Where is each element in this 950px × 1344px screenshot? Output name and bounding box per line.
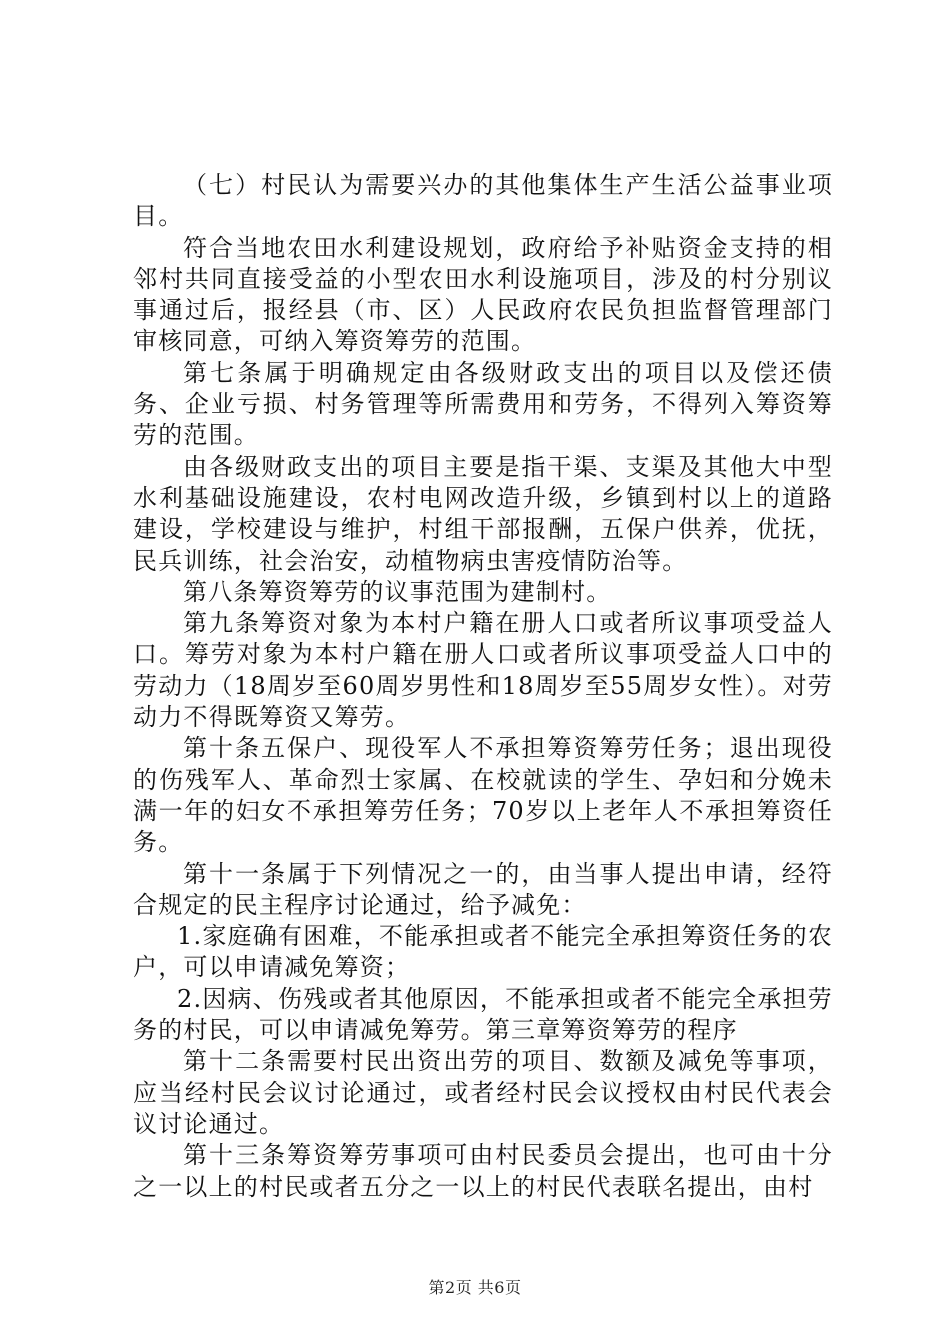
paragraph-article-8: 第八条筹资筹劳的议事范围为建制村。 — [183, 577, 612, 606]
paragraph-article-13: 第十三条筹资筹劳事项可由村民委员会提出，也可由十分之一以上的村民或者五分之一以上的村民代表联名提出，由村 — [133, 1141, 833, 1201]
document-body — [133, 170, 833, 1203]
paragraph-item-seven: （七）村民认为需要兴办的其他集体生产生活公益事业项目。 — [133, 171, 833, 231]
paragraph-article-11: 第十一条属于下列情况之一的，由当事人提出申请，经符合规定的民主程序讨论通过，给予减免： — [133, 859, 833, 919]
paragraph-article-12: 第十二条需要村民出资出劳的项目、数额及减免等事项，应当经村民会议讨论通过，或者经村民会议授权由村民代表会议讨论通过。 — [133, 1047, 833, 1138]
paragraph-irrigation-projects: 符合当地农田水利建设规划，政府给予补贴资金支持的相邻村共同直接受益的小型农田水利设施项目，涉及的村分别议事通过后，报经县（市、区）人民政府农民负担监督管理部门审核同意，可纳入筹资筹劳的范围。 — [133, 233, 833, 356]
paragraph-article-7: 第七条属于明确规定由各级财政支出的项目以及偿还债务、企业亏损、村务管理等所需费用和劳务，不得列入筹资筹劳的范围。 — [133, 358, 833, 450]
paragraph-fiscal-projects: 由各级财政支出的项目主要是指干渠、支渠及其他大中型水利基础设施建设，农村电网改造升级，乡镇到村以上的道路建设，学校建设与维护，村组干部报酬，五保户供养，优抚，民兵训练，社会治安，动植物病虫害疫情防治等。 — [133, 452, 833, 575]
paragraph-article-10: 第十条五保户、现役军人不承担筹资筹劳任务；退出现役的伤残军人、革命烈士家属、在校就读的学生、孕妇和分娩未满一年的妇女不承担筹劳任务；70岁以上老年人不承担筹资任务。 — [133, 734, 833, 857]
paragraph-article-9: 第九条筹资对象为本村户籍在册人口或者所议事项受益人口。筹劳对象为本村户籍在册人口或者所议事项受益人口中的劳动力（18周岁至60周岁男性和18周岁至55周岁女性）。对劳动力不得既筹资又筹劳。 — [133, 609, 833, 732]
paragraph-list-item-2: 2.因病、伤残或者其他原因，不能承担或者不能完全承担劳务的村民，可以申请减免筹劳。第三章筹资筹劳的程序 — [133, 984, 833, 1045]
page-number-footer: 第2页 共6页 — [428, 1278, 522, 1297]
paragraph-list-item-1: 1.家庭确有困难，不能承担或者不能完全承担筹资任务的农户，可以申请减免筹资； — [133, 922, 833, 982]
